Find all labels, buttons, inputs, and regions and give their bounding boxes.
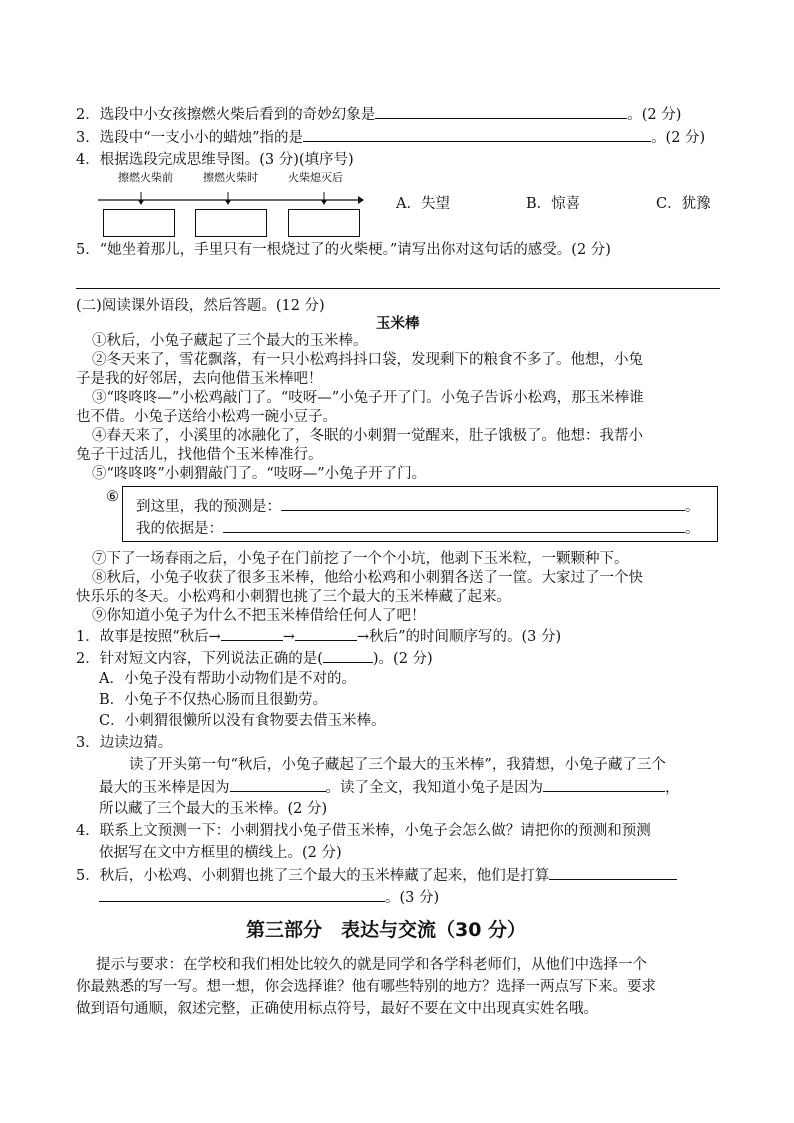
story-paragraph: ②冬天来了，雪花飘落，有一只小松鸡抖抖口袋，发现剩下的粮食不多了。他想，小兔 [92,352,643,368]
question-3-line: 所以藏了三个最大的玉米棒。(2 分) [99,801,328,817]
stage-label: 火柴熄灭后 [288,171,343,184]
story-paragraph: ⑨你知道小兔子为什么不把玉米棒借给任何人了吧！ [92,608,426,624]
answer-blank[interactable] [543,777,665,792]
stage-label: 擦燃火柴前 [118,171,173,184]
question-3-line: 最大的玉米棒是因为 。读了全文，我知道小兔子是因为 ， [99,777,680,798]
answer-blank[interactable] [281,496,685,511]
option-b: B．惊喜 [526,196,581,212]
answer-blank[interactable] [221,626,283,641]
question-5b: 5．秋后，小松鸡、小刺猬也挑了三个最大的玉米棒藏了起来，他们是打算 [76,865,677,886]
answer-blank[interactable] [323,648,373,663]
timeline-arrow [96,188,366,208]
map-answer-box[interactable] [103,209,175,237]
question-5: 5．“她坐着那儿，手里只有一根烧过了的火柴梗。”请写出你对这句话的感受。(2 分) [76,242,611,258]
map-answer-box[interactable] [288,209,360,237]
story-paragraph: 也不借。小兔子送给小松鸡一碗小豆子。 [76,409,337,425]
option: B．小兔子不仅热心肠而且很勤劳。 [99,692,328,708]
story-paragraph: ⑦下了一场春雨之后，小兔子在门前挖了一个个小坑，他剥下玉米粒，一颗颗种下。 [92,551,629,567]
writing-prompt: 提示与要求：在学校和我们相处比较久的就是同学和各学科老师们，从他们中选择一个 [96,957,647,973]
prediction-line: 到这里，我的预测是： 。 [136,496,700,517]
part3-title: 第三部分 表达与交流（30 分） [246,919,527,941]
story-paragraph: ⑧秋后，小兔子收获了很多玉米棒，他给小松鸡和小刺猬各送了一筐。大家过了一个快 [92,570,643,586]
option-c: C．犹豫 [656,196,711,212]
answer-blank[interactable] [99,887,385,902]
writing-prompt: 你最熟悉的写一写。想一想，你会选择谁？他有哪些特别的地方？选择一两点写下来。要求 [76,979,656,995]
question-4-line: 依据写在文中方框里的横线上。(2 分) [99,845,342,861]
question-2: 2．选段中小女孩擦燃火柴后看到的奇妙幻象是 。(2 分) [76,104,681,125]
answer-blank[interactable] [223,518,685,533]
story-paragraph: 子是我的好邻居，去向他借玉米棒吧！ [76,371,323,387]
answer-blank[interactable] [303,127,651,142]
stage-label: 擦燃火柴时 [203,171,258,184]
option-a: A．失望 [396,196,450,212]
option: C．小刺猬很懒所以没有食物要去借玉米棒。 [99,713,386,729]
story-paragraph: 快乐乐的冬天。小松鸡和小刺猬也挑了三个最大的玉米棒藏了起来。 [76,589,511,605]
answer-blank[interactable] [295,626,357,641]
question-2b: 2．针对短文内容，下列说法正确的是( )。(2 分) [76,648,433,669]
answer-blank[interactable] [549,865,677,880]
map-answer-box[interactable] [195,209,267,237]
story-paragraph: ③“咚咚咚—”小松鸡敲门了。“吱呀—”小兔子开了门。小兔子告诉小松鸡，那玉米棒谁 [92,390,644,406]
answer-line[interactable] [76,288,720,289]
question-5-line: 。(3 分) [99,887,439,908]
option: A．小兔子没有帮助小动物们是不对的。 [99,671,356,687]
question-1: 1．故事是按照“秋后→ → →秋后”的时间顺序写的。(3 分) [76,626,561,647]
question-4: 4．根据选段完成思维导图。(3 分)(填序号) [76,152,354,168]
answer-blank[interactable] [230,777,326,792]
question-3: 3．选段中“一支小小的蜡烛”指的是 。(2 分) [76,127,705,148]
question-3-line: 读了开头第一句“秋后，小兔子藏起了三个最大的玉米棒”，我猜想，小兔子藏了三个 [129,757,666,773]
answer-blank[interactable] [375,104,627,119]
question-3b: 3．边读边猜。 [76,735,173,751]
writing-prompt: 做到语句通顺，叙述完整，正确使用标点符号，最好不要在文中出现真实姓名哦。 [76,1001,598,1017]
story-paragraph: ⑤“咚咚咚”小刺猬敲门了。“吱呀—”小兔子开了门。 [92,466,427,482]
story-paragraph: ④春天来了，小溪里的冰融化了，冬眠的小刺猬一觉醒来，肚子饿极了。他想：我帮小 [92,428,643,444]
question-4b: 4．联系上文预测一下：小刺猬找小兔子借玉米棒，小兔子会怎么做？请把你的预测和预测 [76,823,651,839]
story-paragraph: ①秋后，小兔子藏起了三个最大的玉米棒。 [92,333,368,349]
paragraph-marker: ⑥ [106,489,119,505]
story-title: 玉米棒 [376,316,420,332]
section-heading: (二)阅读课外语段，然后答题。(12 分) [76,298,325,314]
basis-line: 我的依据是： 。 [136,518,700,539]
story-paragraph: 兔子干过活儿，找他借个玉米棒准行。 [76,447,323,463]
